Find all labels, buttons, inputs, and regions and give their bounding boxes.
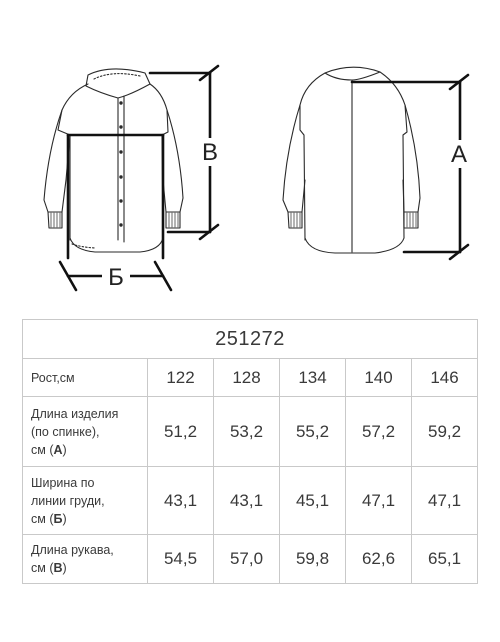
article-number: 251272 bbox=[23, 320, 478, 359]
letter-back-length: А bbox=[450, 141, 468, 168]
row-label-sleeve-length: Длина рукава, см (В) bbox=[23, 535, 148, 584]
front-buttons bbox=[119, 101, 122, 226]
size-cell: 122 bbox=[148, 359, 214, 397]
table-row bbox=[23, 535, 478, 584]
letter-sleeve: В bbox=[201, 139, 219, 166]
back-view-shirt bbox=[283, 67, 420, 253]
value-cell: 45,1 bbox=[280, 467, 346, 535]
value-cell: 47,1 bbox=[412, 467, 478, 535]
garment-sketch bbox=[0, 0, 500, 310]
value-cell: 59,2 bbox=[412, 397, 478, 467]
row-label-chest-width: Ширина по линии груди, см (Б) bbox=[23, 467, 148, 535]
value-cell: 53,2 bbox=[214, 397, 280, 467]
table-title-row bbox=[23, 320, 478, 359]
value-cell: 65,1 bbox=[412, 535, 478, 584]
size-cell: 140 bbox=[346, 359, 412, 397]
table-row bbox=[23, 467, 478, 535]
size-cell: 134 bbox=[280, 359, 346, 397]
table-row bbox=[23, 397, 478, 467]
value-cell: 57,2 bbox=[346, 397, 412, 467]
value-cell: 43,1 bbox=[148, 467, 214, 535]
size-cell: 128 bbox=[214, 359, 280, 397]
size-table bbox=[22, 319, 478, 584]
value-cell: 54,5 bbox=[148, 535, 214, 584]
value-cell: 62,6 bbox=[346, 535, 412, 584]
letter-chest: Б bbox=[108, 264, 124, 291]
value-cell: 47,1 bbox=[346, 467, 412, 535]
value-cell: 55,2 bbox=[280, 397, 346, 467]
value-cell: 43,1 bbox=[214, 467, 280, 535]
size-header-row bbox=[23, 359, 478, 397]
height-label: Рост,см bbox=[23, 359, 148, 397]
value-cell: 51,2 bbox=[148, 397, 214, 467]
row-label-back-length: Длина изделия (по спинке), см (А) bbox=[23, 397, 148, 467]
value-cell: 57,0 bbox=[214, 535, 280, 584]
value-cell: 59,8 bbox=[280, 535, 346, 584]
size-cell: 146 bbox=[412, 359, 478, 397]
